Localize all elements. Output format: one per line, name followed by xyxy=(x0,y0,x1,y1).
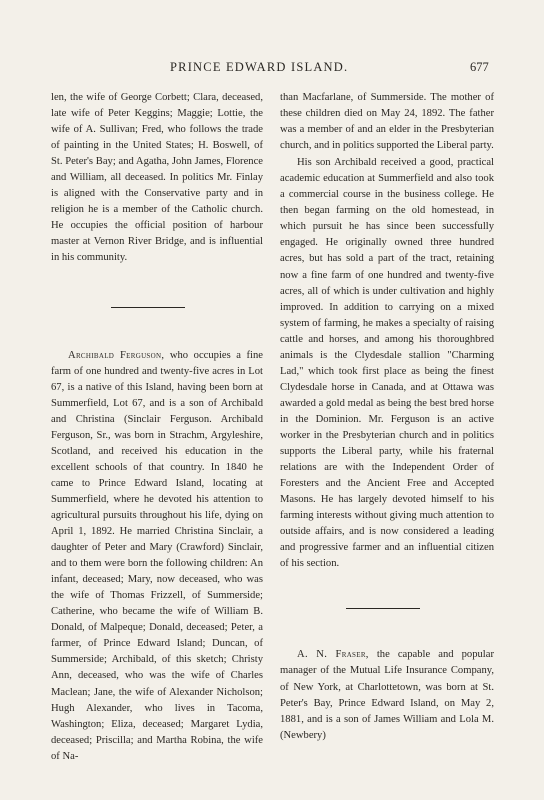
left-column xyxy=(51,90,263,765)
running-head: PRINCE EDWARD ISLAND. xyxy=(170,60,349,74)
entry-name: Archibald Ferguson, xyxy=(68,349,165,361)
paragraph-archibald-ferguson xyxy=(51,348,263,765)
entry-name: A. N. Fraser, xyxy=(297,649,369,661)
right-column xyxy=(280,90,494,744)
paragraph-an-fraser xyxy=(280,647,494,743)
entry-text: the capable and popular manager of the Mutual Life Insurance Company, of New York, at Charlottetown, was born at St. Peter's Bay, Prince Edward Island, on May 2, 1881, and is a son of James William and Lola M. (Newbery) xyxy=(280,649,494,741)
paragraph-ferguson-continuation: than Macfarlane, of Summerside. The mother of these children died on May 24, 1892. The father was a member of and an elder in the Presbyterian church, and in politics supported the Liberal party. xyxy=(280,92,494,152)
paragraph-finlay-continuation: len, the wife of George Corbett; Clara, deceased, late wife of Peter Keggins; Maggie; Lottie, the wife of A. Sullivan; Fred, who follows the trade of painting in the United States; H. Boswell, of St. Peter's Bay; and Agatha, John James, Florence and William, all deceased. In politics Mr. Finlay is aligned with the Conservative party and in religion he is a member of the Catholic church. He occupies the official position of harbour master at Vernon River Bridge, and is influential in his community. xyxy=(51,92,263,264)
entry-text: who occupies a fine farm of one hundred and twenty-five acres in Lot 67, is a native of this Island, having been born at Summerfield, Lot 67, and is a son of Archibald and Christina (Sinclair Ferguson. Archibald Ferguson, Sr., was born in Strachm, Argyleshire, Scotland, and received his education in the excellent schools of that country. In 1840 he came to Prince Edward Island, locating at Summerfield, where he devoted his attention to agricultural pursuits throughout his life, dying on April 1, 1892. He married Christina Sinclair, a daughter of Peter and Mary (Crawford) Sinclair, and to them were born the following children: An infant, deceased; Mary, now deceased, who was the wife of Thomas Frizzell, of Summerside; Catherine, who became the wife of William B. Donald, of Malpeque; Donald, deceased; Peter, a farmer, of Prince Edward Island; Duncan, of Summerside; Archibald, of this sketch; Christy Ann, deceased, who was the wife of Charles Maclean; Jane, the wife of Alexander Nicholson; Hugh Alexander, who lives in Tacoma, Washington; Eliza, deceased; Margaret Lydia, deceased; Priscilla; and Martha Robina, the wife of Na- xyxy=(51,349,263,762)
section-divider xyxy=(111,307,185,308)
page-number: 677 xyxy=(470,60,489,74)
section-divider xyxy=(346,608,420,609)
page-header xyxy=(0,60,544,78)
paragraph-son-archibald: His son Archibald received a good, practical academic education at Summerfield and also took a commercial course in the business college. He then began farming on the old homestead, in which pursuit he has since been successfully engaged. He originally owned three hundred acres, but has sold a part of the tract, retaining now a fine farm of one hundred and twenty-five acres, all of which is under cultivation and highly improved. In addition to carrying on a mixed system of farming, he makes a specialty of raising cattle and horses, and among his thoroughbred animals is the Clydesdale stallion "Charming Lad," which took first place as being the finest Clydesdale horse in Canada, and at Ottawa was awarded a gold medal as being the best bred horse in the Dominion. Mr. Ferguson is an active worker in the Presbyterian church and in politics supports the Liberal party, while his fraternal relations are with the Independent Order of Foresters and the Ancient Free and Accepted Masons. He has largely devoted himself to his farming interests without giving much attention to outside affairs, and is now considered a leading and progressive farmer and an influential citizen of his section. xyxy=(280,157,494,570)
